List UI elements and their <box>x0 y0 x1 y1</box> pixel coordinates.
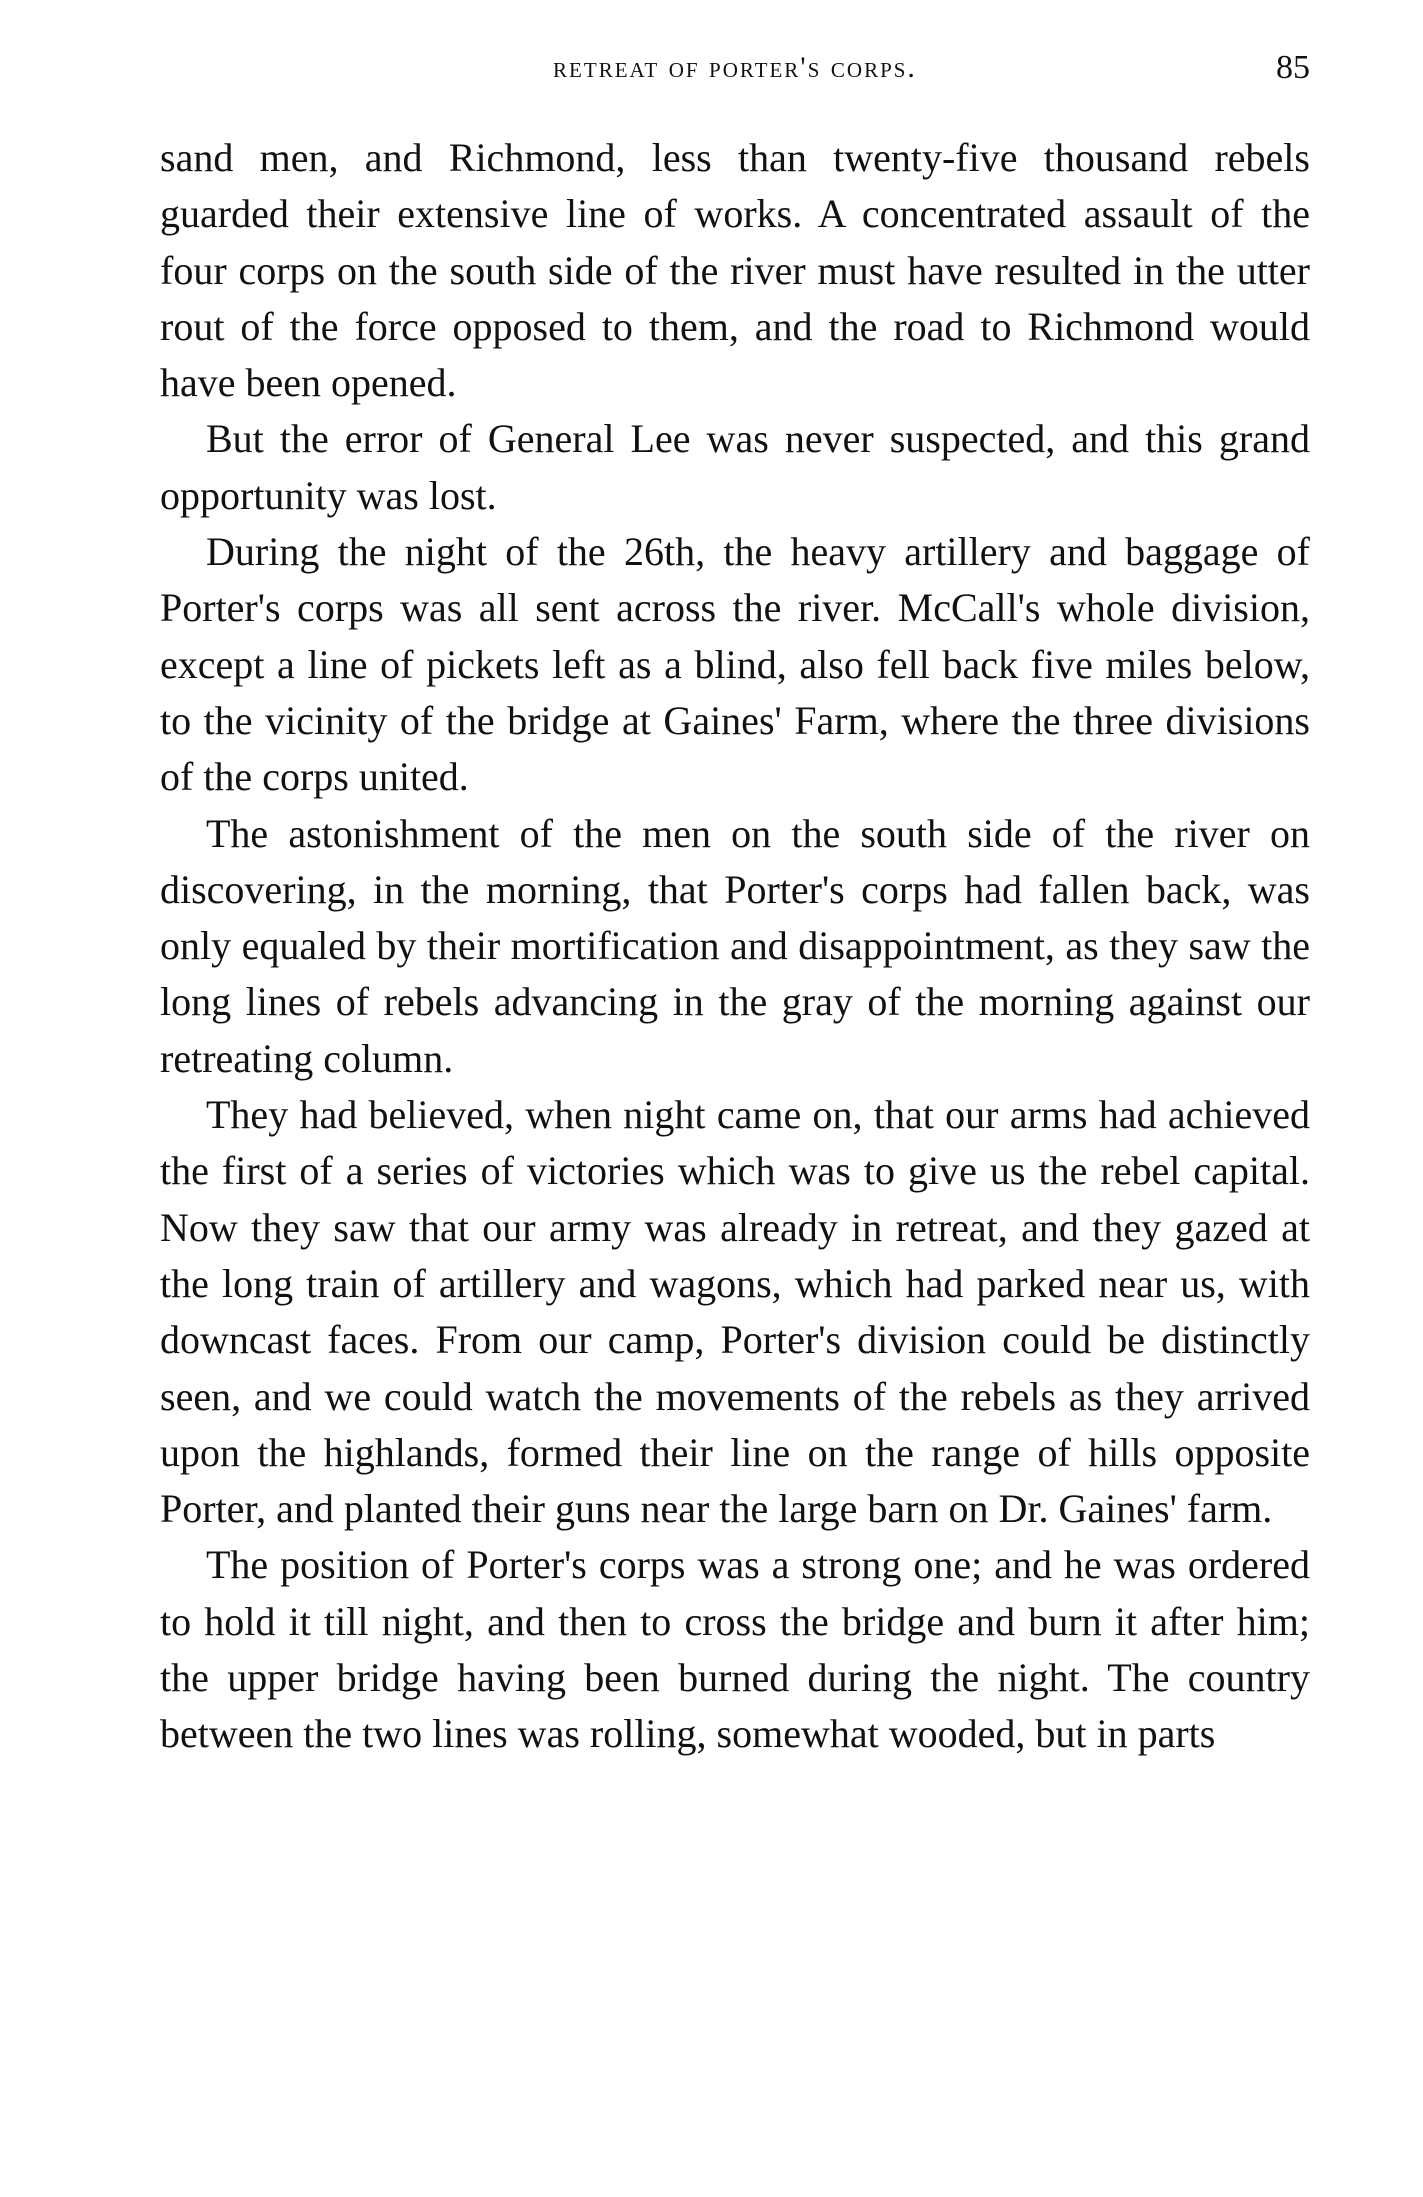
body-text <box>160 130 1310 1763</box>
paragraph: But the error of General Lee was never suspected, and this grand opportunity was lost. <box>160 416 1310 518</box>
paragraph: The position of Porter's corps was a strong one; and he was ordered to hold it till night, and then to cross the bridge and burn it after him; the upper bridge having been burned during the night. The country between the two lines was rolling, somewhat wooded, but in parts <box>160 1542 1310 1757</box>
book-page <box>160 48 1310 1763</box>
running-title: retreat of porter's corps. <box>553 51 917 84</box>
paragraph: During the night of the 26th, the heavy artillery and baggage of Porter's corps was all sent across the river. McCall's whole division, except a line of pickets left as a blind, also fell back five miles below, to the vicinity of the bridge at Gaines' Farm, where the three divisions of the corps united. <box>160 529 1310 800</box>
page-number: 85 <box>1276 49 1310 86</box>
paragraph: The astonishment of the men on the south side of the river on discovering, in the morning, that Porter's corps had fallen back, was only equaled by their mortification and disappointment, as they saw the long lines of rebels advancing in the gray of the morning against our retreating column. <box>160 810 1310 1081</box>
paragraph-continued: sand men, and Richmond, less than twenty-five thousand rebels guarded their extensive line of works. A concentrated assault of the four corps on the south side of the river must have resulted in the utter rout of the force opposed to them, and the road to Richmond would have been opened. <box>160 135 1310 406</box>
paragraph: They had believed, when night came on, that our arms had achieved the first of a series of victories which was to give us the rebel capital. Now they saw that our army was already in retreat, and they gazed at the long train of artillery and wagons, which had parked near us, with downcast faces. From our camp, Porter's division could be distinctly seen, and we could watch the movements of the rebels as they arrived upon the highlands, formed their line on the range of hills opposite Porter, and planted their guns near the large barn on Dr. Gaines' farm. <box>160 1092 1310 1532</box>
running-head <box>160 48 1310 108</box>
